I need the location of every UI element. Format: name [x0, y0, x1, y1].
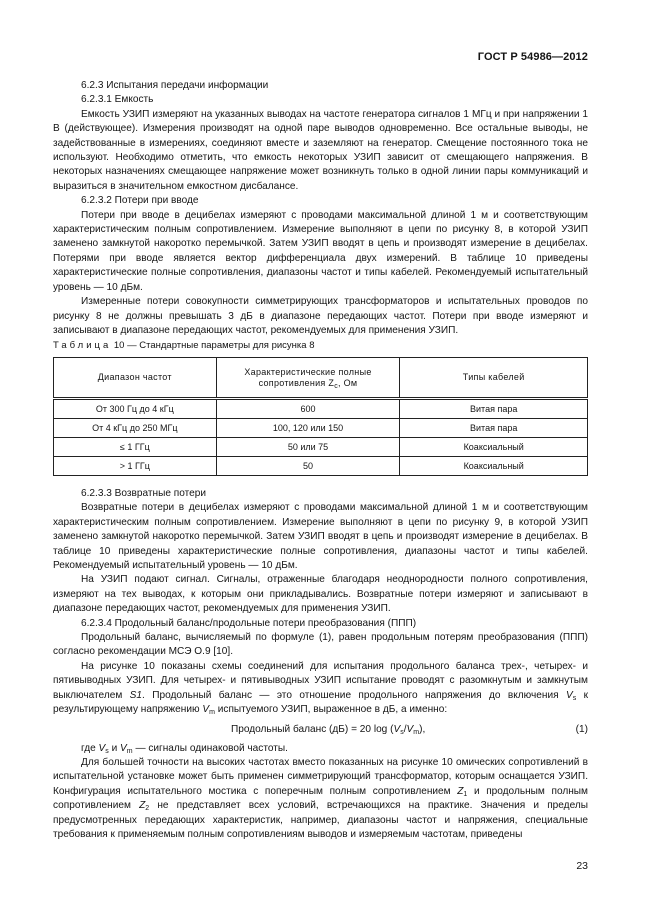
header-impedance: Характеристические полные сопротивления $Z_c$, Ом	[216, 358, 400, 399]
table-caption-text: 10 — Стандартные параметры для рисунка 8	[113, 340, 315, 351]
capacitance-paragraph: Емкость УЗИП измеряют на указанных выводах на частоте генератора сигналов 1 МГц и при напряжении 1 В (действующее). Измерения производят на одной паре выводов одновременно. Все остальные выводы, не задействованные в измерениях, соединяют вместе и заземляют на генератор. Смещение постоянного тока не используют. Необходимо отметить, что емкость некоторых УЗИП зависит от смещающего напряжения. В некоторых назначениях смещающее напряжение может возникнуть только в одной линии пары коммуникаций и выразиться в значительном емкостном дисбалансе.	[53, 108, 588, 192]
subsection-title-return-loss: 6.2.3.3 Возвратные потери	[81, 488, 207, 499]
formula-number: (1)	[575, 723, 588, 735]
longitudinal-balance-paragraph-1: Продольный баланс, вычисляемый по формуле (1), равен продольным потерям преобразования (ППП) согласно рекомендации МСЭ О.9 [10].	[53, 632, 588, 658]
insertion-loss-paragraph-2: Измеренные потери совокупности симметрирующих трансформаторов и испытательных проводов по рисунку 8 не должны превышать 3 дБ в диапазоне передающих частот. Потери при вводе измеряют и записывают в диапазоне передающих частот, рекомендуемых для применения УЗИП.	[53, 296, 588, 336]
standard-number: ГОСТ Р 54986—2012	[477, 51, 588, 63]
cell-cable: Витая пара	[400, 419, 588, 438]
formula-where-line: где $V_s$ и $V_m$ — сигналы одинаковой частоты.	[81, 742, 288, 755]
table-row	[54, 457, 588, 476]
subsection-title-capacitance: 6.2.3.1 Емкость	[81, 94, 154, 106]
table-caption-prefix: Таблица	[53, 340, 112, 351]
longitudinal-balance-paragraph-3: Для большей точности на высоких частотах вместо показанных на рисунке 10 омических сопротивлений в испытательной установке может быть применен симметрирующий трансформатор, которым оснащается УЗИП. Конфигурация испытательного мостика с поперечным полным сопротивлением $Z_1$ и продольным полным сопротивлением $Z_2$ не представляет всех условий, встречающихся на практике. Значения и пределы предусмотренных передающих характеристик, например, диапазоны частот и напряжения, специальные требования к применяемым полным сопротивлениям выводов и измеряемым частотам, приведены	[53, 756, 588, 840]
table-header-row	[54, 358, 588, 399]
subsection-title-longitudinal-balance: 6.2.3.4 Продольный баланс/продольные потери преобразования (ППП)	[81, 617, 417, 629]
cell-range: От 300 Гц до 4 кГц	[54, 399, 217, 419]
return-loss-paragraph-2: На УЗИП подают сигнал. Сигналы, отраженные благодаря неоднородности полного сопротивления, измеряют на тех выводах, к которым они прикладывались. Возвратные потери измеряют и записывают в диапазоне передающих частот, рекомендуемых для применения УЗИП.	[53, 574, 588, 615]
cell-range: ≤ 1 ГГц	[54, 438, 217, 457]
table-caption	[53, 340, 315, 351]
cell-cable: Витая пара	[400, 399, 588, 419]
page-number: 23	[576, 860, 588, 872]
section-6-2-3-3-and-4	[53, 487, 588, 842]
table-10	[53, 357, 588, 476]
section-title-6-2-3: 6.2.3 Испытания передачи информации	[81, 80, 269, 91]
longitudinal-balance-paragraph-2: На рисунке 10 показаны схемы соединений для испытания продольного баланса трех-, четырех- и пятивыводных УЗИП. Для четырех- и пятивыводных УЗИП испытание проводят с разомкнутым и замкнутым выключателем S1. Продольный баланс — это отношение продольного напряжения до включения $V_s$ к результирующему напряжению $V_m$ испытуемого УЗИП, выраженное в дБ, а именно:	[53, 660, 589, 717]
return-loss-paragraph-1: Возвратные потери в децибелах измеряют с проводами максимальной длиной 1 м и соответствующим характеристическим полным сопротивлением. Измерение выполняют в цепи по рисунку 9, в которой УЗИП заменено замкнутой накоротко перемычкой. Затем УЗИП вводят в цепь и производят измерение в децибелах. В таблице 10 приведены характеристические полные сопротивления, диапазоны частот и типы кабелей. Рекомендуемый испытательный уровень — 10 дБм.	[53, 502, 588, 572]
table-row	[54, 438, 588, 457]
cell-impedance: 50	[216, 457, 400, 476]
cell-impedance: 50 или 75	[216, 438, 400, 457]
cell-range: От 4 кГц до 250 МГц	[54, 419, 217, 438]
table-row	[54, 399, 588, 419]
cell-cable: Коаксиальный	[400, 457, 588, 476]
cell-impedance: 600	[216, 399, 400, 419]
cell-range: > 1 ГГц	[54, 457, 217, 476]
formula-body: Продольный баланс (дБ) = 20 $\log (V_s/V_m)$,	[231, 723, 426, 736]
formula-1	[53, 718, 588, 742]
section-6-2-3	[53, 79, 588, 338]
table-row	[54, 419, 588, 438]
subsection-title-insertion-loss: 6.2.3.2 Потери при вводе	[81, 195, 199, 207]
header-frequency-range: Диапазон частот	[54, 358, 217, 399]
cell-impedance: 100, 120 или 150	[216, 419, 400, 438]
header-cable-type: Типы кабелей	[400, 358, 588, 399]
cell-cable: Коаксиальный	[400, 438, 588, 457]
insertion-loss-paragraph-1: Потери при вводе в децибелах измеряют с проводами максимальной длиной 1 м и соответствующим характеристическим полным сопротивлением. Измерение выполняют в цепи по рисунку 8, в которой УЗИП заменено замкнутой накоротко перемычкой. Затем УЗИП вводят в цепь и производят измерение в децибелах. Потерями при вводе является вектор дифференциала двух измерений. В таблице 10 приведены характеристические полные сопротивления, диапазоны частот и типы кабелей. Рекомендуемый испытательный уровень — 10 дБм.	[53, 209, 588, 293]
